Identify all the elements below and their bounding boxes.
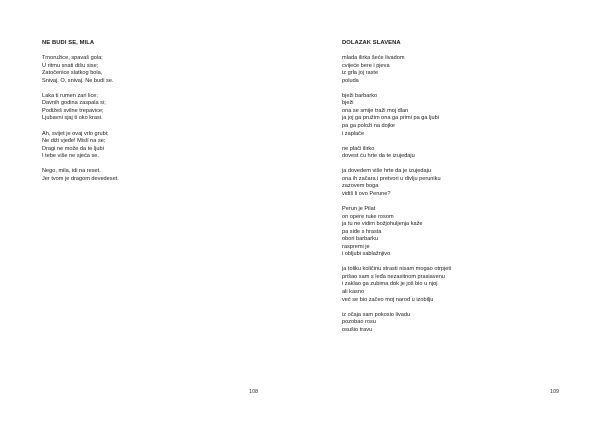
poem-line: Podižeš svilne trepavice; [42,107,104,114]
poem-right [342,40,582,342]
poem-left [42,40,252,191]
poem-line: Perun je Pilat [342,205,376,212]
poem-title: NE BUDI SE, MILA [42,40,95,46]
poem-line: ja toliku količinu strasti nisam mogao otrpjeti [342,266,452,273]
stanza [42,93,252,123]
poem-line: Laka ti rumen zari lice; [42,92,98,99]
stanza [42,168,252,183]
poem-line: ja dovedem više hrte da je izujedaju [342,168,431,175]
poem-line: i obljubi sablažnjivo [342,251,391,258]
poem-line: ja joj ga pružim ona ga primi pa ga ljubi [342,115,440,122]
poem-line: osušio travu [342,326,373,333]
stanza [342,146,582,161]
poem-line: Trnoružice, spavaš gola; [42,55,103,62]
poem-line: Ah, svijet je ovaj vrlo grubi; [42,130,109,137]
poem-line: i zaplače [342,130,365,137]
poem-line: raspremi je [342,243,370,250]
poem-line: cvijeće bere i pjeva [342,62,390,69]
poem-line: već se bio začeo moj narod u izobilju [342,296,434,303]
stanza [342,93,582,138]
poem-line: pozobao rosu [342,319,376,326]
poem-line: Ne diži vjeđe! Mislí na se; [42,138,106,145]
poem-line: U ritmu snati dišu sise; [42,62,99,69]
stanza [342,55,582,85]
poem-line: ja tu ne vidim božjohuljenja kaže [342,221,423,228]
stanza [342,206,582,259]
poem-line: Jer tvom je dragom devedeset. [42,175,119,182]
poem-line: bježi barbarko [342,92,378,99]
poem-body [42,55,252,183]
poem-line: mlada ilirka šeće livadom [342,55,405,62]
poem-line: pa siđe s hrasta [342,228,382,235]
page-number: 109 [550,389,559,395]
poem-line: ali kasno [342,289,365,295]
poem-line: Ljubavni sjaj ti oko krasi. [42,115,103,122]
poem-line: ona ih začara i pretvori u divlju peruniku [342,175,441,182]
poem-line: i zaklao ga zubima dok je još bio u njoj [342,281,438,288]
poem-line: Davnih godina zaspala si; [42,100,106,107]
poem-line: ne plači ilirko [342,145,375,152]
poem-line: Zatočenice slatkog bola, [42,70,103,77]
stanza [42,55,252,85]
stanza [342,312,582,335]
poem-line: iz grla joj raste [342,70,379,77]
poem-line: bježi [342,100,354,107]
poem-line: iz očaja sam pokosio livadu [342,311,411,318]
poem-line: poluda [342,77,359,84]
poem-line: on opere ruke rosom [342,213,394,220]
right-page [300,0,600,423]
poem-line: Snivaj. O, snivaj. Ne budi se. [42,77,114,84]
poem-line: prišao sam s leđa nezasitnom prasiavenu [342,273,445,280]
poem-line: Nego, mila, idi na reset. [42,168,101,175]
poem-title: DOLAZAK SLAVENA [342,40,401,46]
stanza [342,168,582,198]
poem-line: ona se smije traži moj dlan [342,107,409,114]
poem-line: obori barbarku [342,236,379,243]
poem-line: zazovem boga [342,183,379,190]
page-number: 108 [249,389,258,395]
poem-line: I tebe više ne sjeća se. [42,153,99,160]
stanza [42,131,252,161]
stanza [342,266,582,304]
poem-body [342,55,582,334]
poem-line: pa ga položi na dojke [342,122,395,129]
poem-line: vidiš li ovo Perune? [342,190,391,197]
poem-line: dovest ću hrte da te izujedaju [342,153,415,160]
poem-line: Dragi ne može da te ljubi [42,145,104,152]
